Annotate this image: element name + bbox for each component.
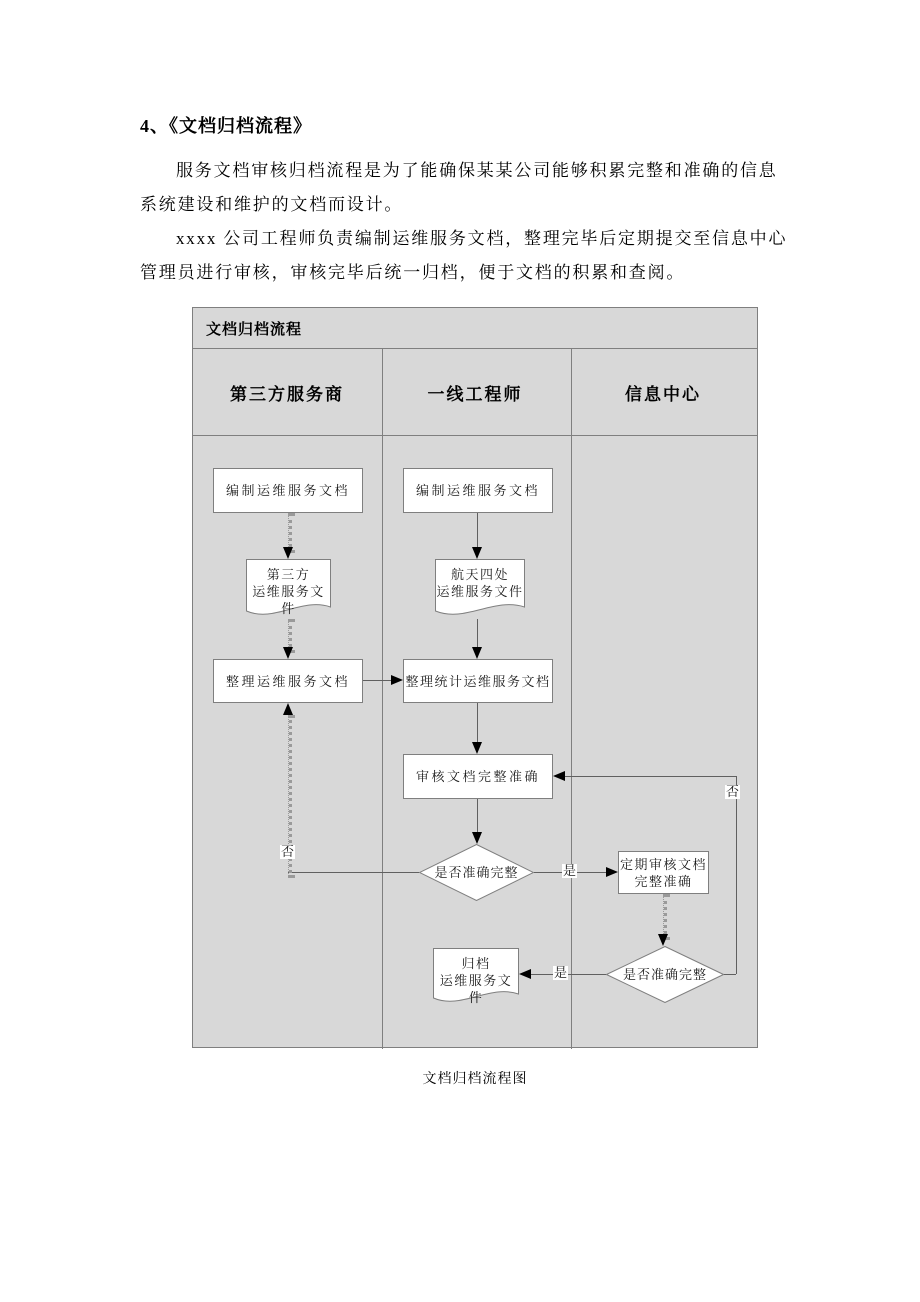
arrowhead-right-icon [391, 675, 403, 685]
edge-label-no-center: 否 [726, 784, 740, 799]
decision-engineer [419, 844, 534, 901]
process-label: 编制运维服务文档 [415, 483, 540, 498]
process-periodic-review: 定期审核文档 完整准确 [618, 851, 709, 894]
edge-label-yes-engineer: 是 [563, 863, 577, 878]
arrowhead-down-icon [283, 647, 293, 659]
process-label: 整理运维服务文档 [225, 673, 350, 689]
section-heading: 4、《文档归档流程》 [140, 116, 312, 136]
decision-label: 是否准确完整 [434, 865, 519, 880]
flowchart-title-bar [193, 308, 757, 349]
lane-header-thirdparty: 第三方服务商 [230, 384, 344, 404]
connector-stats-to-review [477, 703, 478, 742]
arrowhead-down-icon [658, 934, 668, 946]
flowchart-frame [192, 307, 758, 1048]
lane-header-infocenter: 信息中心 [625, 384, 701, 404]
document-hangtian-file [435, 559, 525, 619]
arrowhead-down-icon [472, 647, 482, 659]
connector-review-to-decision [477, 799, 478, 832]
paragraph1-line1: 服务文档审核归档流程是为了能确保某某公司能够积累完整和准确的信息 [176, 161, 778, 180]
paragraph2-line1: xxxx 公司工程师负责编制运维服务文档，整理完毕后定期提交至信息中心 [176, 229, 788, 248]
arrowhead-left-icon [519, 969, 531, 979]
paragraph2-line2: 管理员进行审核，审核完毕后统一归档，便于文档的积累和查阅。 [140, 263, 686, 282]
process-compile-doc-thirdparty [213, 468, 363, 513]
decision-label: 是否准确完整 [622, 967, 707, 982]
edge-label-no-engineer: 否 [281, 844, 295, 859]
arrowhead-down-icon [472, 742, 482, 754]
lane-divider-2 [571, 349, 572, 1049]
figure-caption: 文档归档流程图 [422, 1072, 528, 1087]
connector-decision2-no-vertical [736, 776, 737, 974]
document-label: 第三方 运维服务文件 [252, 567, 325, 616]
connector-organize-to-stats [363, 680, 391, 681]
document-label: 归档 运维服务文件 [439, 956, 513, 1005]
connector-decision2-no-stub [724, 974, 736, 975]
connector-compile-to-file-engineer [477, 513, 478, 547]
arrowhead-down-icon [472, 832, 482, 844]
arrowhead-left-icon [553, 771, 565, 781]
arrowhead-up-icon [283, 703, 293, 715]
decision-center [606, 946, 724, 1003]
process-label: 编制运维服务文档 [225, 483, 350, 498]
process-organize-stats-doc [403, 659, 553, 703]
connector-decision2-no-horizontal [565, 776, 736, 777]
lane-divider-1 [382, 349, 383, 1049]
paragraph1-line2: 系统建设和维护的文档而设计。 [140, 195, 404, 214]
edge-label-yes-center: 是 [554, 965, 568, 980]
flowchart-title: 文档归档流程 [206, 321, 303, 338]
document-label: 航天四处 运维服务文件 [436, 567, 524, 599]
process-organize-doc [213, 659, 363, 703]
arrowhead-right-icon [606, 867, 618, 877]
connector-file-to-stats [477, 619, 478, 647]
arrowhead-down-icon [472, 547, 482, 559]
process-compile-doc-engineer [403, 468, 553, 513]
connector-decision2-yes [531, 974, 606, 975]
arrowhead-down-icon [283, 547, 293, 559]
process-label: 整理统计运维服务文档 [405, 673, 551, 689]
document-archive-file [433, 948, 519, 1006]
lane-header-row [193, 349, 757, 436]
process-review-doc [403, 754, 553, 799]
connector-decision-no-horizontal [288, 872, 419, 873]
document-thirdparty-file [246, 559, 331, 619]
process-label: 审核文档完整准确 [415, 769, 540, 784]
lane-header-engineer: 一线工程师 [427, 384, 523, 404]
